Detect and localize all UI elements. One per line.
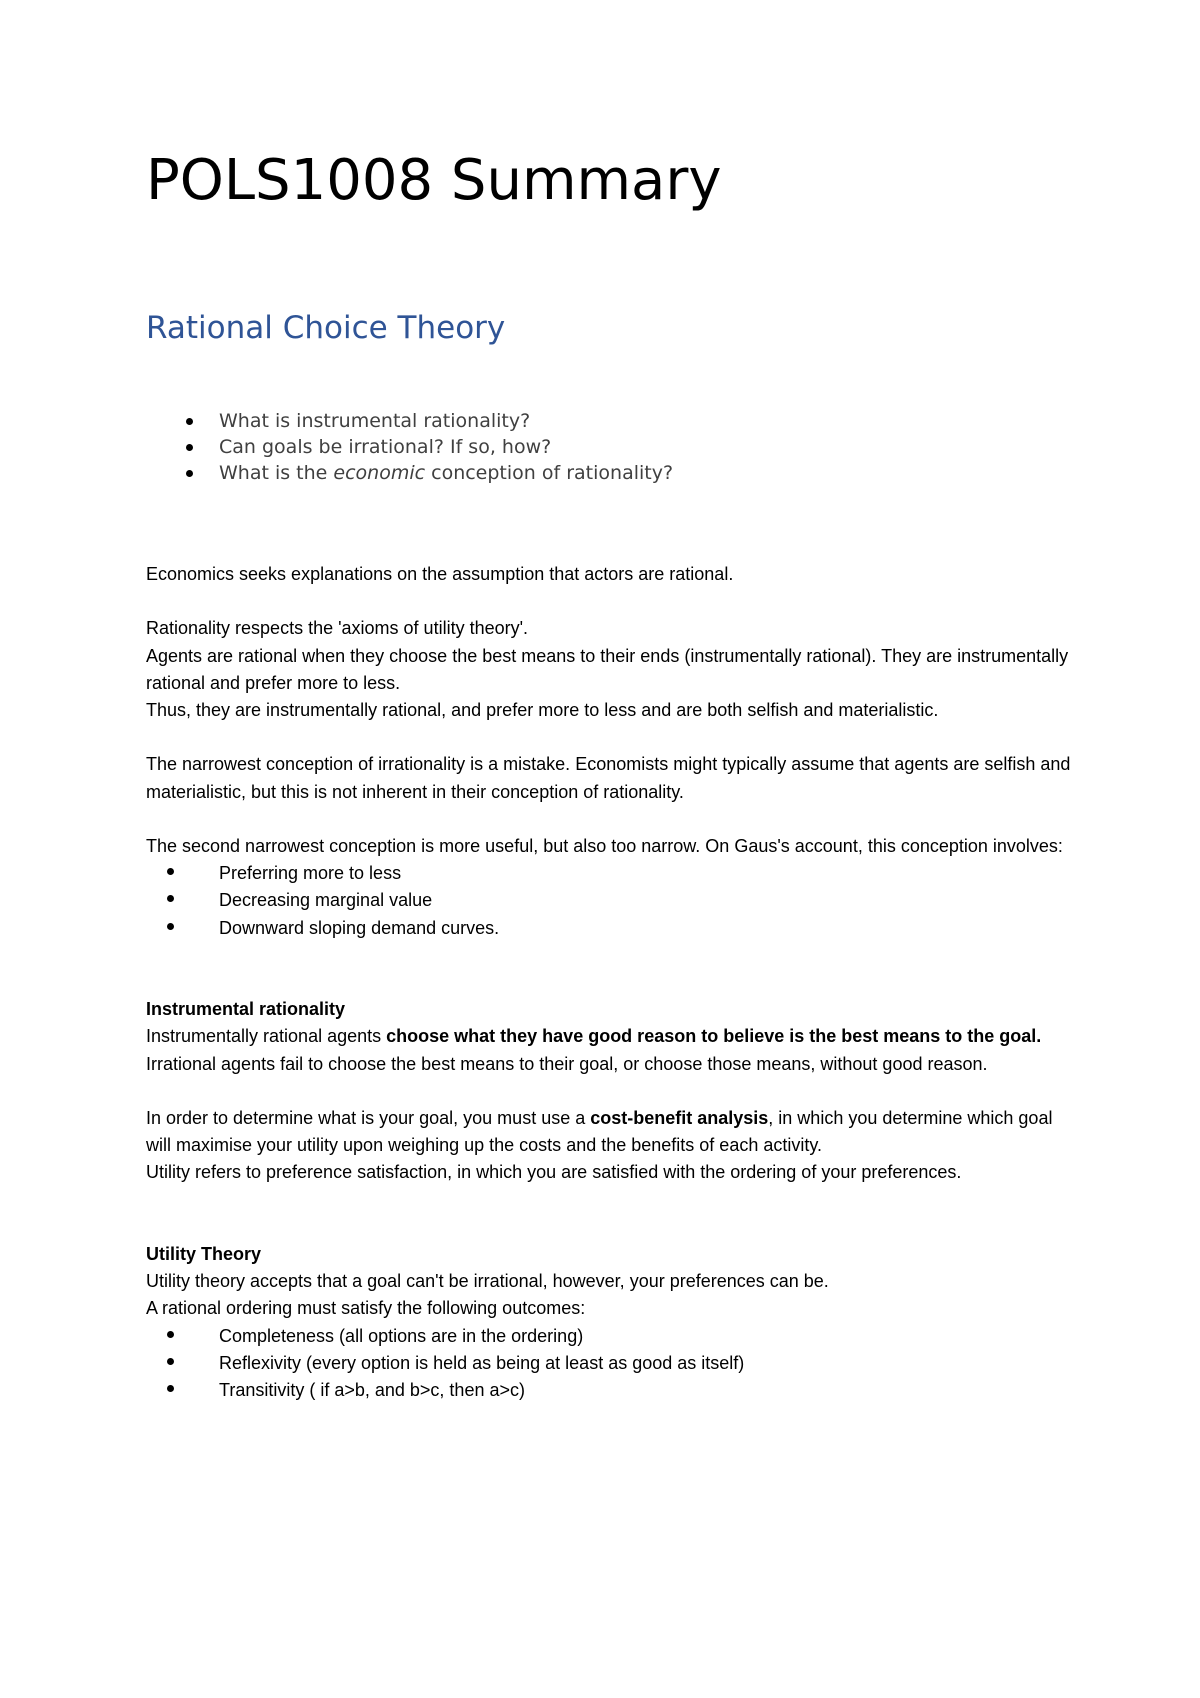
list-item: Downward sloping demand curves. xyxy=(146,915,1076,942)
paragraph: Agents are rational when they choose the best means to their ends (instrumentally rational). They are instrumentally rational and prefer more to less. xyxy=(146,645,1069,693)
paragraph: The narrowest conception of irrationality is a mistake. Economists might typically assume that agents are selfish and materialistic, but this is not inherent in their conception of rationality. xyxy=(146,754,1071,802)
paragraph: Instrumentally rational agents choose what they have good reason to believe is the best means to the goal. Irrational agents fail to choose the best means to their goal, or choose those means, without good reason. xyxy=(146,1026,1042,1074)
conception-list xyxy=(146,860,1076,942)
subheading-instrumental: Instrumental rationality xyxy=(146,999,346,1020)
paragraph: A rational ordering must satisfy the following outcomes: xyxy=(146,1298,586,1319)
question-text: conception of rationality? xyxy=(425,462,674,484)
question-list xyxy=(146,408,673,486)
list-item: Reflexivity (every option is held as being at least as good as itself) xyxy=(146,1350,1076,1377)
section-heading: Rational Choice Theory xyxy=(146,310,506,346)
list-item xyxy=(146,460,673,486)
subheading-utility: Utility Theory xyxy=(146,1243,262,1264)
ordering-list xyxy=(146,1323,1076,1405)
paragraph: Economics seeks explanations on the assumption that actors are rational. xyxy=(146,564,734,584)
question-emphasis: economic xyxy=(333,462,426,484)
question-text: What is instrumental rationality? xyxy=(219,410,531,432)
paragraph: Utility theory accepts that a goal can't be irrational, however, your preferences can be. xyxy=(146,1271,829,1292)
question-text: What is the xyxy=(219,462,334,484)
list-item: Completeness (all options are in the ordering) xyxy=(146,1323,1076,1350)
list-item xyxy=(146,408,673,434)
document-title: POLS1008 Summary xyxy=(146,148,722,213)
paragraph: Rationality respects the 'axioms of utility theory'. xyxy=(146,618,529,639)
paragraph: Thus, they are instrumentally rational, and prefer more to less and are both selfish and materialistic. xyxy=(146,700,939,720)
paragraph: In order to determine what is your goal, you must use a cost-benefit analysis, in which you determine which goal will maximise your utility upon weighing up the costs and the benefits of each activity. xyxy=(146,1107,1053,1156)
list-item: Preferring more to less xyxy=(146,860,1076,887)
document-body xyxy=(146,561,1076,1404)
paragraph: Utility refers to preference satisfaction, in which you are satisfied with the ordering of your preferences. xyxy=(146,1162,962,1183)
list-item xyxy=(146,434,673,460)
paragraph: The second narrowest conception is more useful, but also too narrow. On Gaus's account, this conception involves: xyxy=(146,835,1063,856)
question-text: Can goals be irrational? If so, how? xyxy=(219,436,552,458)
list-item: Decreasing marginal value xyxy=(146,887,1076,914)
list-item: Transitivity ( if a>b, and b>c, then a>c) xyxy=(146,1377,1076,1404)
